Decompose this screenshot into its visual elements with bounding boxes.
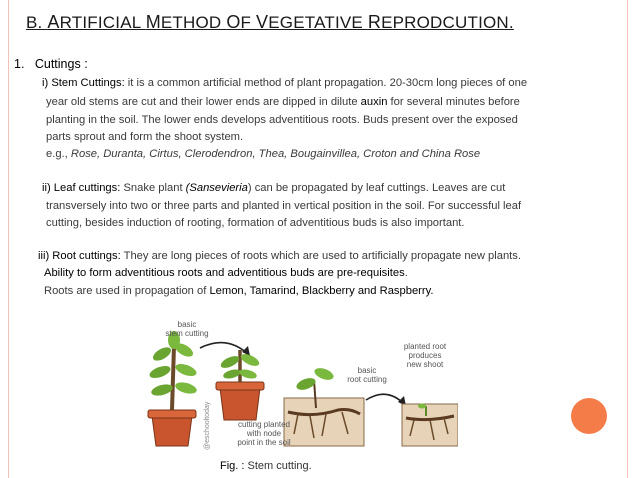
potted-plant-1: [148, 331, 198, 446]
potted-cutting: [216, 350, 264, 420]
leaf-line-3: cutting, besides induction of rooting, formation of adventitious buds is also important.: [46, 217, 465, 229]
leaf-line-1: ii) Leaf cuttings: Snake plant (Sansevieria) can be propagated by leaf cuttings. Leaves are cut: [42, 182, 506, 194]
stem-line-3: planting in the soil. The lower ends develops adventitious roots. Buds present over the exposed: [46, 114, 518, 126]
stem-line-1: i) Stem Cuttings: it is a common artificial method of plant propagation. 20-30cm long pieces of one: [42, 77, 528, 89]
left-frame-line: [8, 0, 9, 478]
stem-examples: e.g., Rose, Duranta, Cirtus, Clerodendron, Thea, Bougainvillea, Croton and China Rose: [46, 148, 481, 160]
right-frame-line: [627, 0, 628, 478]
leaf-line-2: transversely into two or three parts and planted in vertical position in the soil. For successful leaf: [46, 200, 522, 212]
root-line-2: Ability to form adventitious roots and adventitious buds are pre-requisites.: [44, 267, 408, 279]
stem-line-4: parts sprout and form the shoot system.: [46, 131, 244, 143]
watermark-text: @eschooltoday: [204, 401, 211, 450]
root-line-3: Roots are used in propagation of Lemon, Tamarind, Blackberry and Raspberry.: [44, 285, 434, 297]
leaf-label: ii) Leaf cuttings:: [42, 182, 121, 194]
label-cutting-planted: cutting planted with node point in the soil: [237, 420, 291, 447]
label-basic-stem-cutting: basic stem cutting: [165, 320, 209, 338]
label-planted-root: planted root produces new shoot: [403, 342, 447, 369]
root-line-1: iii) Root cuttings: They are long pieces of roots which are used to artificially propagate new plants.: [38, 250, 521, 262]
decorative-circle: [571, 398, 607, 434]
slide-title: B. ARTIFICIAL METHOD OF VEGETATIVE REPRODCUTION.: [26, 12, 514, 32]
stem-line-2: year old stems are cut and their lower ends are dipped in dilute auxin for several minutes before: [46, 96, 520, 108]
label-basic-root-cutting: basic root cutting: [347, 366, 387, 384]
section-heading: 1. Cuttings :: [14, 57, 88, 71]
figure-caption: Fig. : Stem cutting.: [220, 460, 312, 472]
stem-cutting-figure: [138, 316, 458, 456]
soil-block-2: [402, 404, 458, 447]
root-label: iii) Root cuttings:: [38, 250, 121, 262]
stem-label: i) Stem Cuttings:: [42, 77, 125, 89]
auxin-term: auxin: [360, 96, 388, 108]
